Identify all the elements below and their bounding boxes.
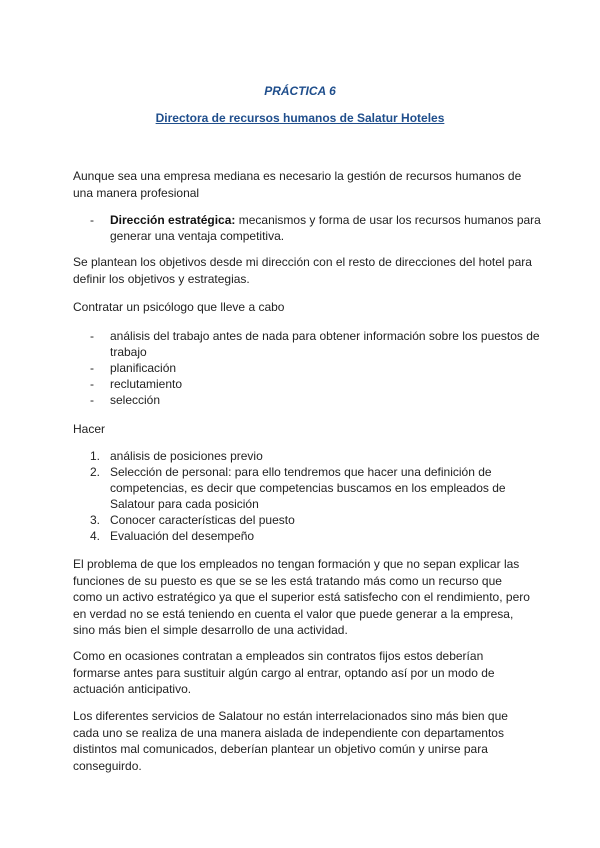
paragraph-problem: El problema de que los empleados no tengan formación y que no sepan explicar las funciones de su puesto es que se se les está tratando más como un recurso que como un activo estratégico ya que el superior está satisfecho con el rendimiento, pero en verdad no se está teniendo en cuenta el valor que puede generar a la empresa, sino más bien el simple desarrollo de una actividad. (73, 557, 530, 637)
strategic-text: mecanismos y forma de usar los recursos humanos para generar una ventaja competitiva. (110, 213, 541, 243)
list-item-text: planificación (110, 361, 177, 375)
strategic-term: Dirección estratégica: (110, 213, 236, 227)
list-item-text: análisis de posiciones previo (110, 449, 263, 463)
list-marker: - (90, 393, 94, 407)
list-item-text: análisis del trabajo antes de nada para obtener información sobre los puestos de trabajo (110, 329, 540, 359)
steps-list (90, 448, 545, 544)
paragraph-hacer: Hacer (73, 422, 106, 436)
list-item (90, 376, 545, 392)
paragraph-psychologist: Contratar un psicólogo que lleve a cabo (73, 300, 285, 314)
paragraph-contracts: Como en ocasiones contratan a empleados sin contratos fijos estos deberían formarse antes para sustituir algún cargo al entrar, optando así por un modo de actuación anticipativo. (73, 649, 495, 696)
list-marker: 3. (90, 513, 101, 527)
paragraph-objectives: Se plantean los objetivos desde mi dirección con el resto de direcciones del hotel para definir los objetivos y estrategias. (73, 255, 532, 286)
list-item (90, 328, 545, 360)
list-item (90, 392, 545, 408)
list-item (90, 528, 545, 544)
list-item (90, 212, 545, 244)
list-marker: 4. (90, 529, 101, 543)
strategic-list (90, 212, 545, 244)
list-marker: - (90, 377, 94, 391)
list-marker: - (90, 329, 94, 343)
list-item (90, 464, 545, 512)
list-item-text: Evaluación del desempeño (110, 529, 255, 543)
list-item-text: reclutamiento (110, 377, 183, 391)
tasks-list (90, 328, 545, 408)
page-subtitle: Directora de recursos humanos de Salatur Hoteles (155, 111, 445, 125)
page-title: PRÁCTICA 6 (264, 84, 336, 98)
list-item (90, 448, 545, 464)
paragraph-intro: Aunque sea una empresa mediana es necesario la gestión de recursos humanos de una manera profesional (73, 169, 522, 200)
paragraph-services: Los diferentes servicios de Salatour no están interrelacionados sino más bien que cada uno se realiza de una manera aislada de independiente con departamentos distintos mal comunicados, deberían plantear un objetivo común y unirse para conseguirdo. (73, 709, 508, 773)
list-marker: 1. (90, 449, 101, 463)
list-item-text: selección (110, 393, 161, 407)
list-item-text: Conocer características del puesto (110, 513, 295, 527)
list-marker: - (90, 213, 94, 227)
list-marker: - (90, 361, 94, 375)
list-item (90, 360, 545, 376)
list-item-text: Selección de personal: para ello tendremos que hacer una definición de competencias, es decir que competencias buscamos en los empleados de Salatour para cada posición (110, 465, 506, 511)
list-item (90, 512, 545, 528)
list-marker: 2. (90, 465, 101, 479)
